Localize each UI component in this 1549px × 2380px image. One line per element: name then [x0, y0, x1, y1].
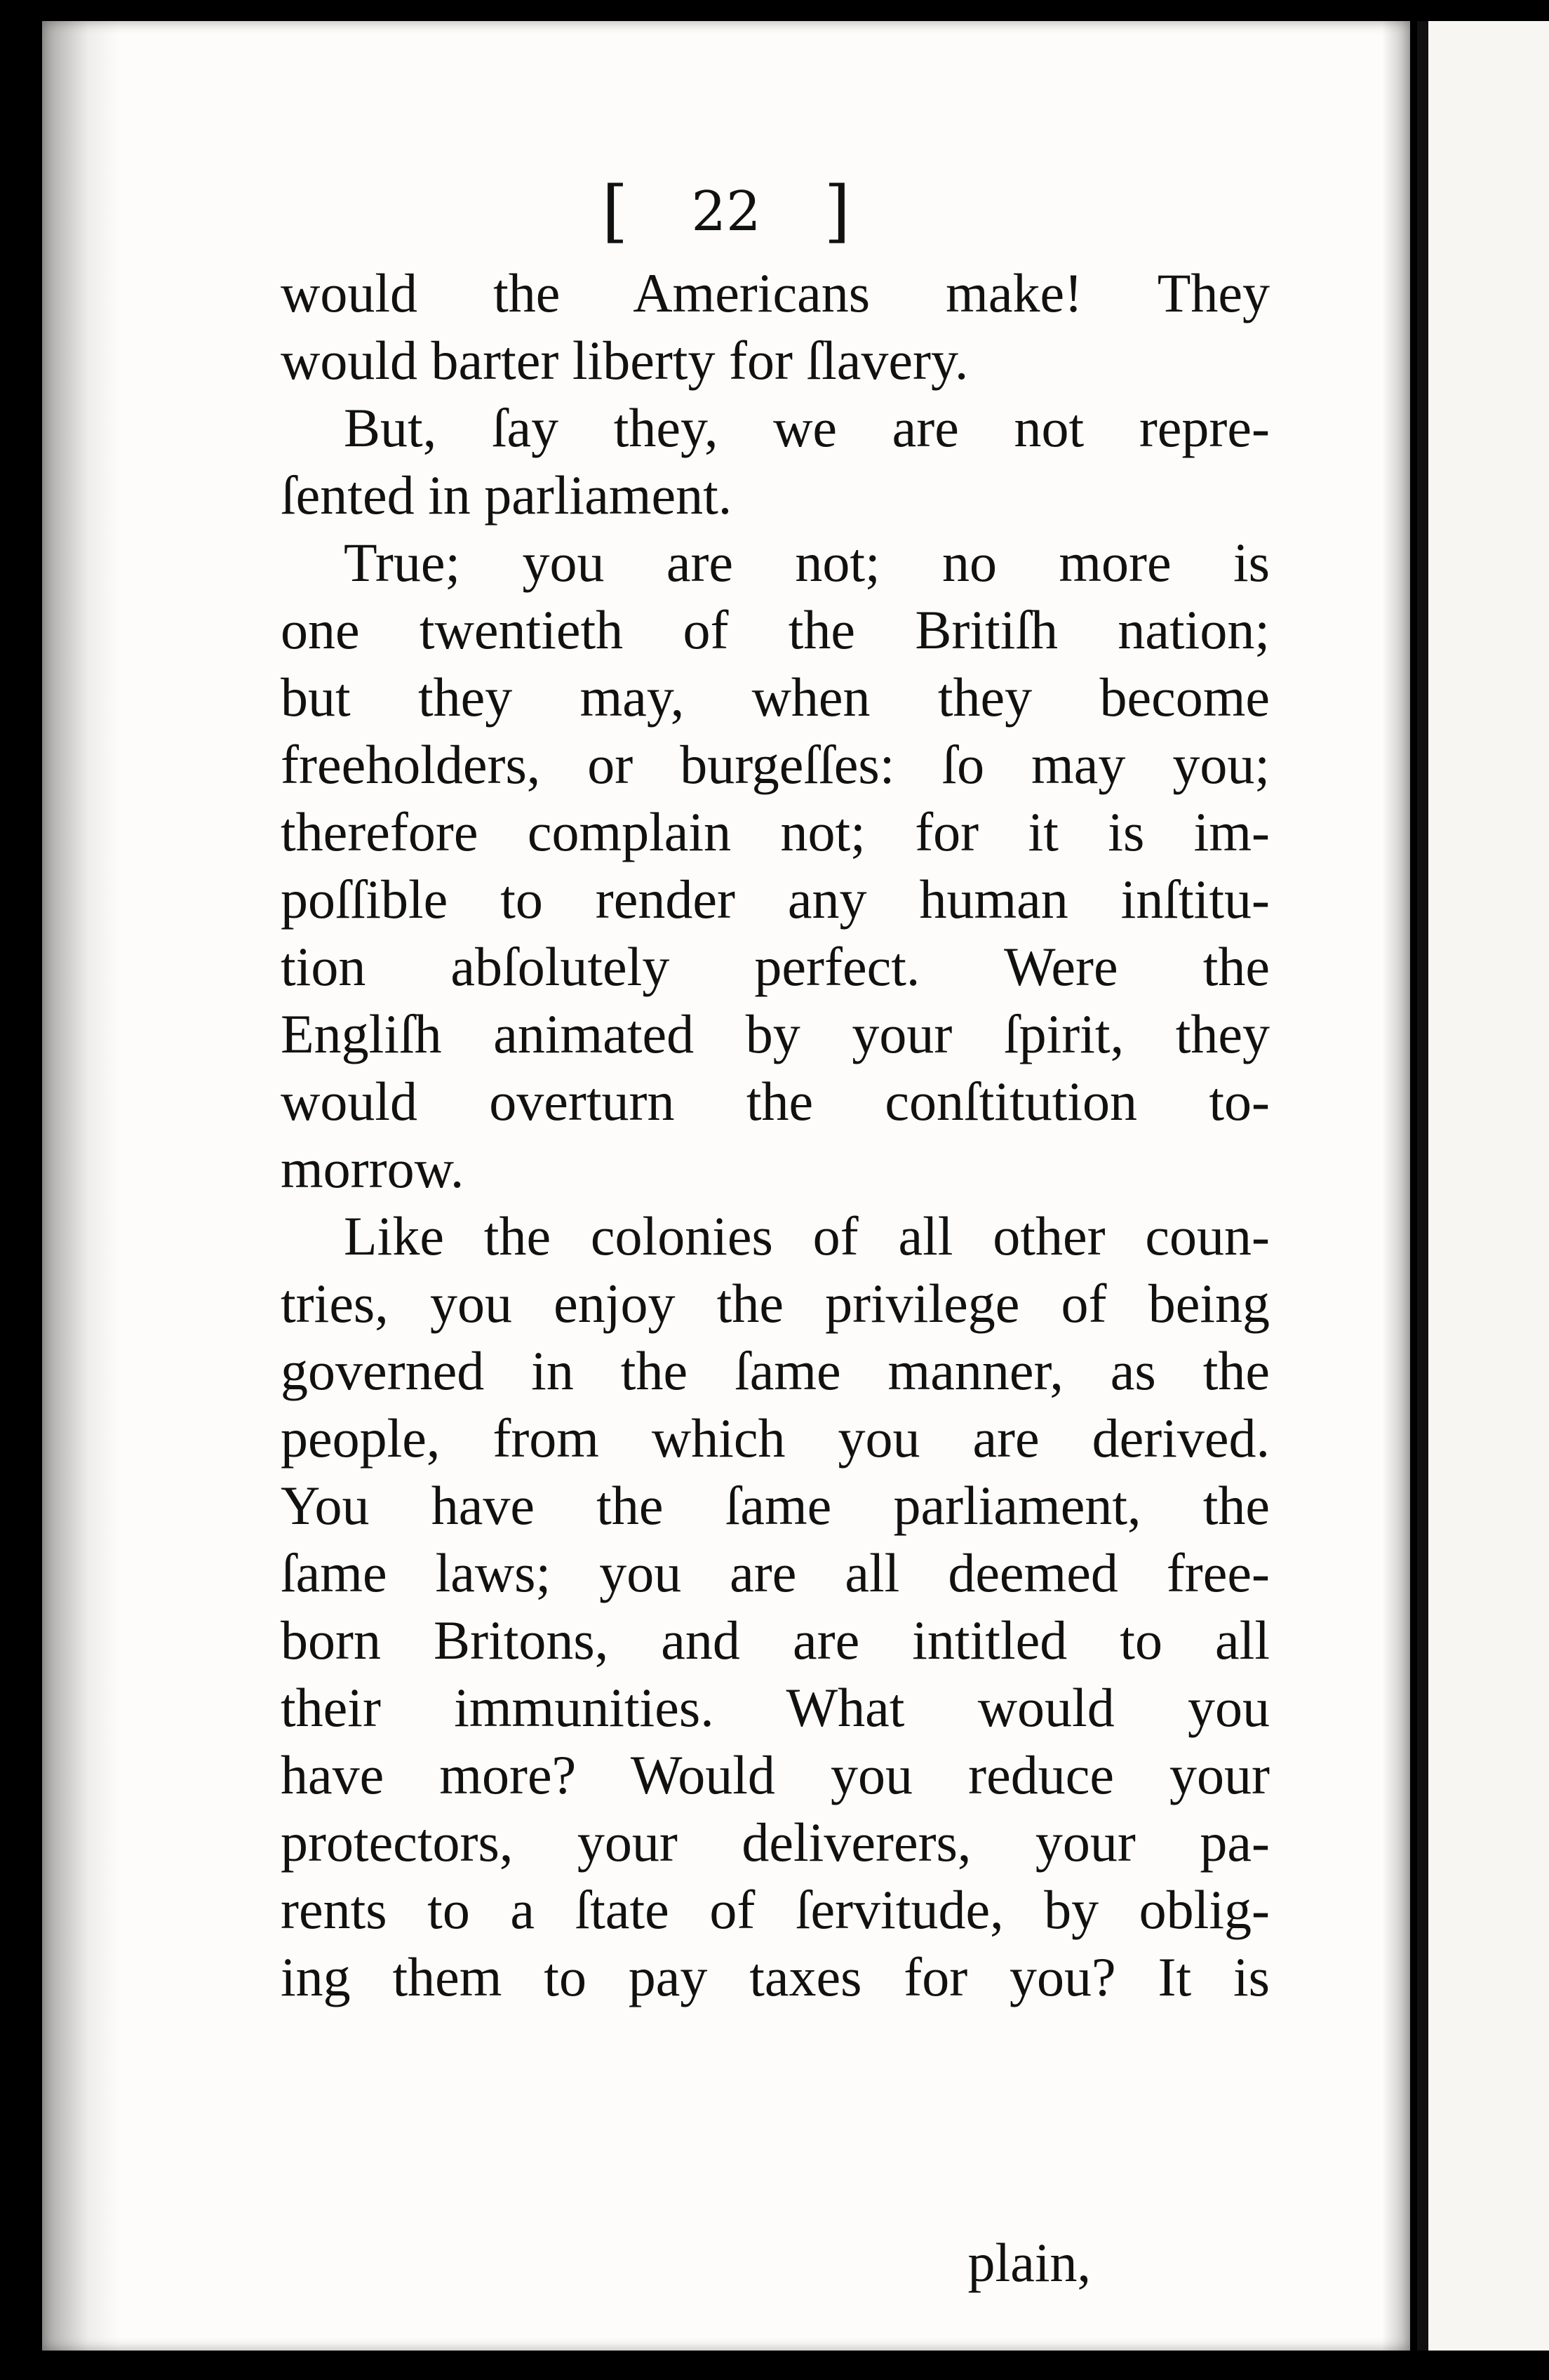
- text-line: ing them to pay taxes for you? It is: [281, 1946, 1270, 2007]
- book-page: [42, 21, 1410, 2351]
- text-line: tries, you enjoy the privilege of being: [281, 1273, 1270, 1334]
- text-line: their immunities. What would you: [281, 1677, 1270, 1738]
- text-line: Like the colonies of all other coun-: [344, 1205, 1270, 1266]
- text-line: one twentieth of the Britiſh nation;: [281, 599, 1270, 660]
- text-line: freeholders, or burgeſſes: ſo may you;: [281, 734, 1270, 795]
- facing-page-edge: [1417, 21, 1549, 2351]
- text-line: tion abſolutely perfect. Were the: [281, 936, 1270, 997]
- catchword: plain,: [967, 2232, 1091, 2293]
- text-line: would the Americans make! They: [281, 262, 1270, 323]
- text-line: rents to a ſtate of ſervitude, by oblig-: [281, 1879, 1270, 1940]
- text-line: governed in the ſame manner, as the: [281, 1340, 1270, 1401]
- text-line: True; you are not; no more is: [344, 532, 1270, 593]
- text-line: therefore complain not; for it is im-: [281, 801, 1270, 862]
- text-line: But, ſay they, we are not repre-: [344, 397, 1270, 458]
- text-line: Engliſh animated by your ſpirit, they: [281, 1003, 1270, 1064]
- text-line: have more? Would you reduce your: [281, 1744, 1270, 1805]
- bracket-open: [: [601, 172, 629, 250]
- bracket-close: ]: [824, 172, 851, 250]
- text-line: would barter liberty for ſlavery.: [281, 330, 969, 391]
- text-line: but they may, when they become: [281, 667, 1270, 728]
- text-line: protectors, your deliverers, your pa-: [281, 1812, 1270, 1873]
- text-line: poſſible to render any human inſtitu-: [281, 869, 1270, 930]
- text-line: born Britons, and are intitled to all: [281, 1610, 1270, 1671]
- text-line: ſented in parliament.: [281, 464, 732, 526]
- body-text: [281, 260, 1270, 2011]
- text-line: people, from which you are derived.: [281, 1408, 1270, 1469]
- text-line: ſame laws; you are all deemed free-: [281, 1542, 1270, 1603]
- text-line: would overturn the conſtitution to-: [281, 1071, 1270, 1132]
- text-line: morrow.: [281, 1138, 464, 1199]
- text-line: You have the ſame parliament, the: [281, 1475, 1270, 1536]
- running-head: [42, 172, 1410, 250]
- page-number: 22: [691, 180, 761, 243]
